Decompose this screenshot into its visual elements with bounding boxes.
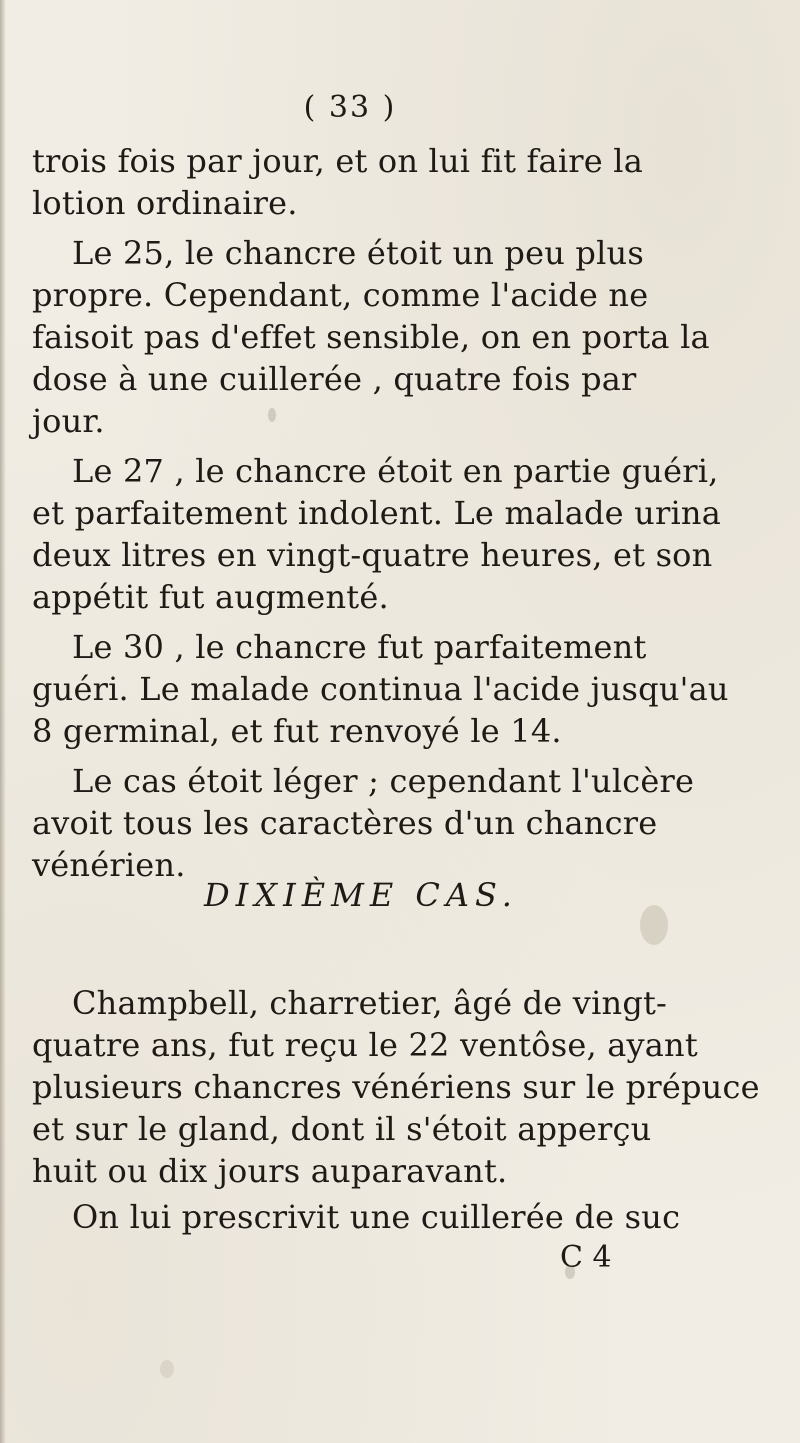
text-line: appétit fut augmenté. <box>32 578 389 616</box>
text-line: trois fois par jour, et on lui fit faire la <box>32 142 643 180</box>
foxing-spot <box>565 1265 575 1279</box>
text-line: avoit tous les caractères d'un chancre <box>32 804 658 842</box>
page-binding-shadow <box>0 0 6 1443</box>
text-line: Le 30 , le chancre fut parfaitement <box>72 628 647 666</box>
section-heading: DIXIÈME CAS. <box>204 876 518 914</box>
text-line: Le 27 , le chancre étoit en partie guéri, <box>72 452 719 490</box>
text-line: quatre ans, fut reçu le 22 ventôse, ayant <box>32 1026 698 1064</box>
text-line: faisoit pas d'effet sensible, on en porta la <box>32 318 710 356</box>
text-line: On lui prescrivit une cuillerée de suc <box>72 1198 681 1236</box>
text-line: plusieurs chancres vénériens sur le prépuce <box>32 1068 760 1106</box>
text-line: vénérien. <box>32 846 186 884</box>
text-line: guéri. Le malade continua l'acide jusqu'au <box>32 670 729 708</box>
text-line: dose à une cuillerée , quatre fois par <box>32 360 637 398</box>
foxing-spot <box>268 408 276 422</box>
page-number: ( 33 ) <box>303 90 397 125</box>
foxing-spot <box>640 905 668 945</box>
text-line: Champbell, charretier, âgé de vingt- <box>72 984 668 1022</box>
signature-mark: C 4 <box>560 1240 612 1275</box>
text-line: et sur le gland, dont il s'étoit apperçu <box>32 1110 652 1148</box>
text-line: propre. Cependant, comme l'acide ne <box>32 276 649 314</box>
text-line: jour. <box>32 402 105 440</box>
text-line: et parfaitement indolent. Le malade urina <box>32 494 721 532</box>
text-line: Le 25, le chancre étoit un peu plus <box>72 234 644 272</box>
text-line: huit ou dix jours auparavant. <box>32 1152 508 1190</box>
text-line: deux litres en vingt-quatre heures, et son <box>32 536 713 574</box>
foxing-spot <box>160 1360 174 1378</box>
text-line: 8 germinal, et fut renvoyé le 14. <box>32 712 562 750</box>
text-line: Le cas étoit léger ; cependant l'ulcère <box>72 762 695 800</box>
text-line: lotion ordinaire. <box>32 184 298 222</box>
